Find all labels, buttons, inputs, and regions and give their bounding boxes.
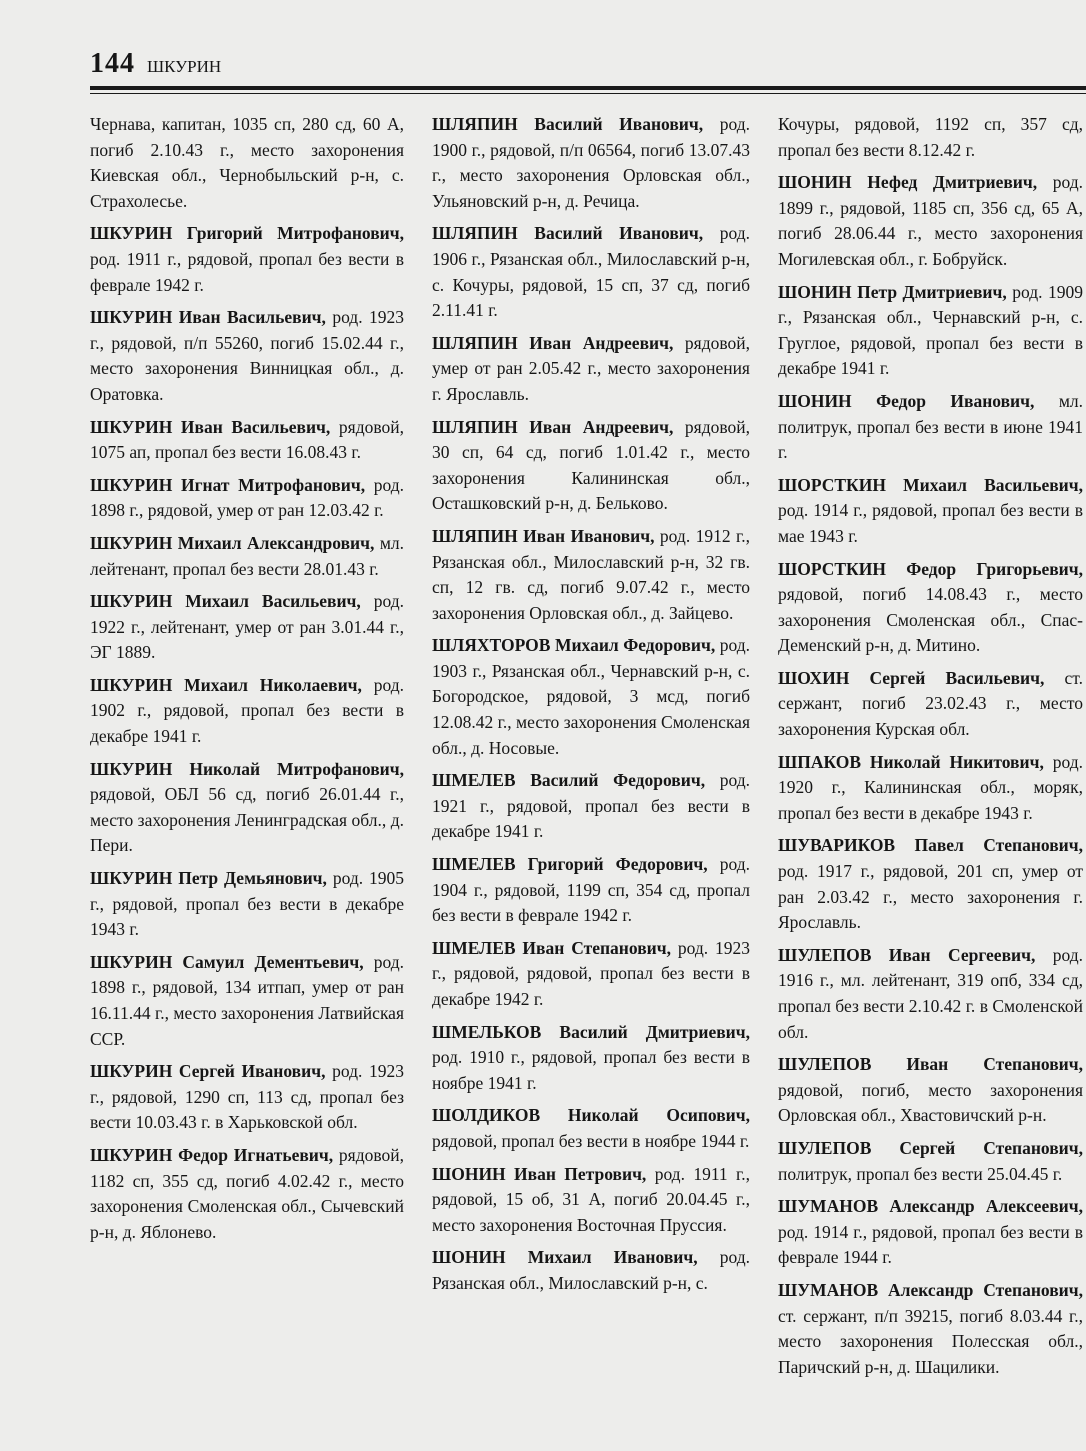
entry [778, 473, 1083, 550]
entry-name: ШКУРИН Михаил Васильевич, [90, 591, 361, 612]
entry-name: ШОЛДИКОВ Николай Осипович, [432, 1105, 750, 1126]
entry-name: ШОХИН Сергей Васильевич, [778, 667, 1045, 688]
entry-name: ШЛЯПИН Василий Иванович, [432, 223, 704, 244]
entry [778, 750, 1083, 827]
entry-text: рядовой, 1182 сп, 355 сд, погиб 4.02.42 г., место захоронения Смоленская обл., Сычевский р-н, д. Яблонево. [90, 1144, 404, 1242]
entry-text: род. 1923 г., рядовой, рядовой, пропал без вести в декабре 1942 г. [432, 937, 751, 1009]
entry-text: род. 1916 г., мл. лейтенант, 319 опб, 334 сд, пропал без вести 2.10.42 г. в Смоленской обл. [778, 944, 1083, 1042]
entry-name: ШОНИН Михаил Иванович, [432, 1247, 698, 1268]
entry [90, 866, 404, 943]
entry-name: ШКУРИН Сергей Иванович, [90, 1061, 326, 1082]
entry [432, 112, 750, 214]
entry-name: ШМЕЛЕВ Григорий Федорович, [432, 854, 708, 875]
entry [90, 531, 404, 582]
entry-text: род. 1906 г., Рязанская обл., Милославский р-н, с. Кочуры, рядовой, 15 сп, 37 сд, погиб 2.11.41 г. [432, 223, 750, 321]
entry-name: ШУВАРИКОВ Павел Степанович, [778, 835, 1083, 856]
entry-text: ст. сержант, п/п 39215, погиб 8.03.44 г., место захоронения Полесская обл., Паричский р-н, д. Шацилики. [778, 1305, 1083, 1377]
entry-name: ШОРСТКИН Федор Григорьевич, [778, 558, 1083, 579]
entry-name: ШКУРИН Михаил Николаевич, [90, 674, 362, 695]
entry-text: политрук, пропал без вести 25.04.45 г. [778, 1163, 1063, 1184]
entry-text: Чернава, капитан, 1035 сп, 280 сд, 60 А, погиб 2.10.43 г., место захоронения Киевская обл., Чернобыльский р-н, с. Страхолесье. [90, 114, 404, 211]
entry-name: ШМЕЛЬКОВ Василий Дмитриевич, [432, 1021, 750, 1042]
entry [432, 768, 750, 845]
entry-text: рядовой, погиб, место захоронения Орловская обл., Хвастовичский р-н. [778, 1079, 1083, 1126]
entry [432, 633, 750, 761]
column-3 [778, 112, 1083, 1387]
entry-name: ШЛЯПИН Василий Иванович, [432, 114, 704, 134]
entry-text: род. 1905 г., рядовой, пропал без вести в декабре 1943 г. [90, 868, 405, 940]
entry [90, 950, 404, 1052]
entry-text: род. 1914 г., рядовой, пропал без вести в мае 1943 г. [778, 500, 1083, 546]
running-head: ШКУРИН [147, 57, 222, 76]
entry [90, 415, 404, 466]
entry-text: мл. политрук, пропал без вести в июне 1941 г. [778, 390, 1083, 463]
entry-text: род. 1914 г., рядовой, пропал без вести в феврале 1944 г. [778, 1221, 1083, 1268]
entry [778, 943, 1083, 1045]
entry-name: ШКУРИН Иван Васильевич, [90, 416, 331, 437]
entry-name: ШКУРИН Иван Васильевич, [90, 307, 326, 328]
entry [778, 833, 1083, 935]
entry-name: ШОРСТКИН Михаил Васильевич, [778, 474, 1083, 495]
entry-text: род. 1898 г., рядовой, 134 итпап, умер от ран 16.11.44 г., место захоронения Латвийская ССР. [90, 951, 405, 1049]
entry-name: ШОНИН Иван Петрович, [432, 1163, 647, 1184]
entry [778, 557, 1083, 659]
entry [778, 170, 1083, 272]
entry [90, 473, 404, 524]
entry-text: род. 1917 г., рядовой, 201 сп, умер от ран 2.03.42 г., место захоронения г. Ярославль. [778, 861, 1083, 933]
entry [778, 1052, 1083, 1129]
entry-name: ШЛЯПИН Иван Андреевич, [432, 416, 674, 437]
header-rule-thin [90, 93, 1086, 94]
entry-text: род. 1922 г., лейтенант, умер от ран 3.01.44 г., ЭГ 1889. [90, 591, 405, 663]
entry [90, 112, 404, 214]
entry-text: мл. лейтенант, пропал без вести 28.01.43 г. [90, 532, 404, 579]
entry-name: ШУМАНОВ Александр Алексеевич, [778, 1196, 1083, 1217]
entry-name: ШКУРИН Михаил Александрович, [90, 532, 375, 553]
entry-name: ШОНИН Федор Иванович, [778, 390, 1035, 411]
entry-name: ШКУРИН Григорий Митрофанович, [90, 223, 404, 244]
entry [778, 389, 1083, 466]
entry [778, 112, 1083, 163]
entry-text: род. 1899 г., рядовой, 1185 сп, 356 сд, 65 А, погиб 28.06.44 г., место захоронения Могилевская обл., г. Бобруйск. [778, 172, 1083, 269]
entry-name: ШКУРИН Федор Игнатьевич, [90, 1144, 334, 1165]
entry-name: ШУМАНОВ Александр Степанович, [778, 1279, 1083, 1300]
entry [432, 415, 750, 517]
entry-name: ШПАКОВ Николай Никитович, [778, 751, 1044, 772]
entry-name: ШКУРИН Самуил Дементьевич, [90, 951, 364, 972]
entry-text: род. 1911 г., рядовой, 15 об, 31 А, погиб 20.04.45 г., место захоронения Восточная Пруссия. [432, 1163, 750, 1235]
entry [432, 1020, 750, 1097]
entry-text: рядовой, 30 сп, 64 сд, погиб 1.01.42 г., место захоронения Калининская обл., Осташковский р-н, д. Бельково. [432, 416, 751, 514]
entry [778, 1136, 1083, 1187]
entry-text: род. 1910 г., рядовой, пропал без вести в ноябре 1941 г. [432, 1047, 750, 1093]
entry-name: ШЛЯХТОРОВ Михаил Федорович, [432, 635, 716, 656]
entry-text: род. 1923 г., рядовой, п/п 55260, погиб 15.02.44 г., место захоронения Винницкая обл., д. Оратовка. [90, 307, 404, 404]
entry-name: ШОНИН Петр Дмитриевич, [778, 281, 1007, 302]
entry-text: род. 1911 г., рядовой, пропал без вести в феврале 1942 г. [90, 248, 404, 295]
entry-name: ШЛЯПИН Иван Андреевич, [432, 332, 674, 353]
entry-text: род. 1900 г., рядовой, п/п 06564, погиб 13.07.43 г., место захоронения Орловская обл., Ульяновский р-н, д. Речица. [432, 114, 750, 211]
entry-text: рядовой, пропал без вести в ноябре 1944 г. [432, 1130, 750, 1151]
entry [778, 280, 1083, 382]
page-header [90, 48, 221, 80]
entry-text: род. 1904 г., рядовой, 1199 сп, 354 сд, пропал без вести в феврале 1942 г. [432, 854, 751, 926]
entry-text: Кочуры, рядовой, 1192 сп, 357 сд, пропал без вести 8.12.42 г. [778, 114, 1083, 160]
header-rule-thick [90, 86, 1086, 90]
entry [90, 757, 404, 859]
entry-text: рядовой, 1075 ап, пропал без вести 16.08.43 г. [90, 416, 405, 463]
entry-text: рядовой, умер от ран 2.05.42 г., место захоронения г. Ярославль. [432, 332, 751, 404]
entry-text: рядовой, ОБЛ 56 сд, погиб 26.01.44 г., место захоронения Ленинградская обл., д. Пери. [90, 784, 404, 856]
column-1 [90, 112, 404, 1252]
entry [90, 1143, 404, 1245]
entry-text: род. 1912 г., Рязанская обл., Милославский р-н, 32 гв. сп, 12 гв. сд, погиб 9.07.42 г., место захоронения Орловская обл., д. Зайцево. [432, 525, 751, 623]
entry-name: ШЛЯПИН Иван Иванович, [432, 525, 655, 546]
entry-name: ШМЕЛЕВ Василий Федорович, [432, 770, 706, 791]
entry [432, 221, 750, 323]
entry [90, 305, 404, 407]
entry [778, 1278, 1083, 1380]
entry [432, 1103, 750, 1154]
entry [432, 524, 750, 626]
entry-text: род. 1909 г., Рязанская обл., Чернавский р-н, с. Груглое, рядовой, пропал без вести в декабре 1941 г. [778, 281, 1084, 379]
entry [90, 589, 404, 666]
entry [432, 331, 750, 408]
column-2 [432, 112, 750, 1304]
entry-name: ШКУРИН Николай Митрофанович, [90, 758, 404, 779]
entry-text: род. 1903 г., Рязанская обл., Чернавский р-н, с. Богородское, рядовой, 3 мсд, погиб 12.08.42 г., место захоронения Смоленская обл., д. Носовые. [432, 635, 750, 758]
entry [90, 673, 404, 750]
entry-text: род. 1921 г., рядовой, пропал без вести в декабре 1941 г. [432, 770, 751, 842]
entry [432, 1162, 750, 1239]
entry-text: род. 1898 г., рядовой, умер от ран 12.03.42 г. [90, 474, 405, 521]
entry-name: ШОНИН Нефед Дмитриевич, [778, 172, 1038, 193]
entry [778, 666, 1083, 743]
entry-text: ст. сержант, погиб 23.02.43 г., место захоронения Курская обл. [778, 667, 1083, 740]
entry [90, 1059, 404, 1136]
entry-name: ШКУРИН Петр Демьянович, [90, 868, 327, 889]
entry [432, 1245, 750, 1296]
entry [90, 221, 404, 298]
entry-name: ШКУРИН Игнат Митрофанович, [90, 474, 366, 495]
entry [432, 852, 750, 929]
entry-text: род. Рязанская обл., Милославский р-н, с. [432, 1247, 750, 1293]
entry [778, 1194, 1083, 1271]
entry-name: ШМЕЛЕВ Иван Степанович, [432, 937, 671, 958]
entry-name: ШУЛЕПОВ Сергей Степанович, [778, 1137, 1083, 1158]
entry-text: род. 1902 г., рядовой, пропал без вести в декабре 1941 г. [90, 674, 405, 747]
entry-text: рядовой, погиб 14.08.43 г., место захоронения Смоленская обл., Спас-Деменский р-н, д. Митино. [778, 584, 1083, 656]
entry [432, 936, 750, 1013]
entry-name: ШУЛЕПОВ Иван Степанович, [778, 1054, 1083, 1075]
entry-name: ШУЛЕПОВ Иван Сергеевич, [778, 944, 1036, 965]
entry-text: род. 1923 г., рядовой, 1290 сп, 113 сд, пропал без вести 10.03.43 г. в Харьковской обл. [90, 1061, 404, 1133]
entry-text: род. 1920 г., Калининская обл., моряк, пропал без вести в декабре 1943 г. [778, 751, 1083, 823]
page-number: 144 [90, 48, 135, 79]
